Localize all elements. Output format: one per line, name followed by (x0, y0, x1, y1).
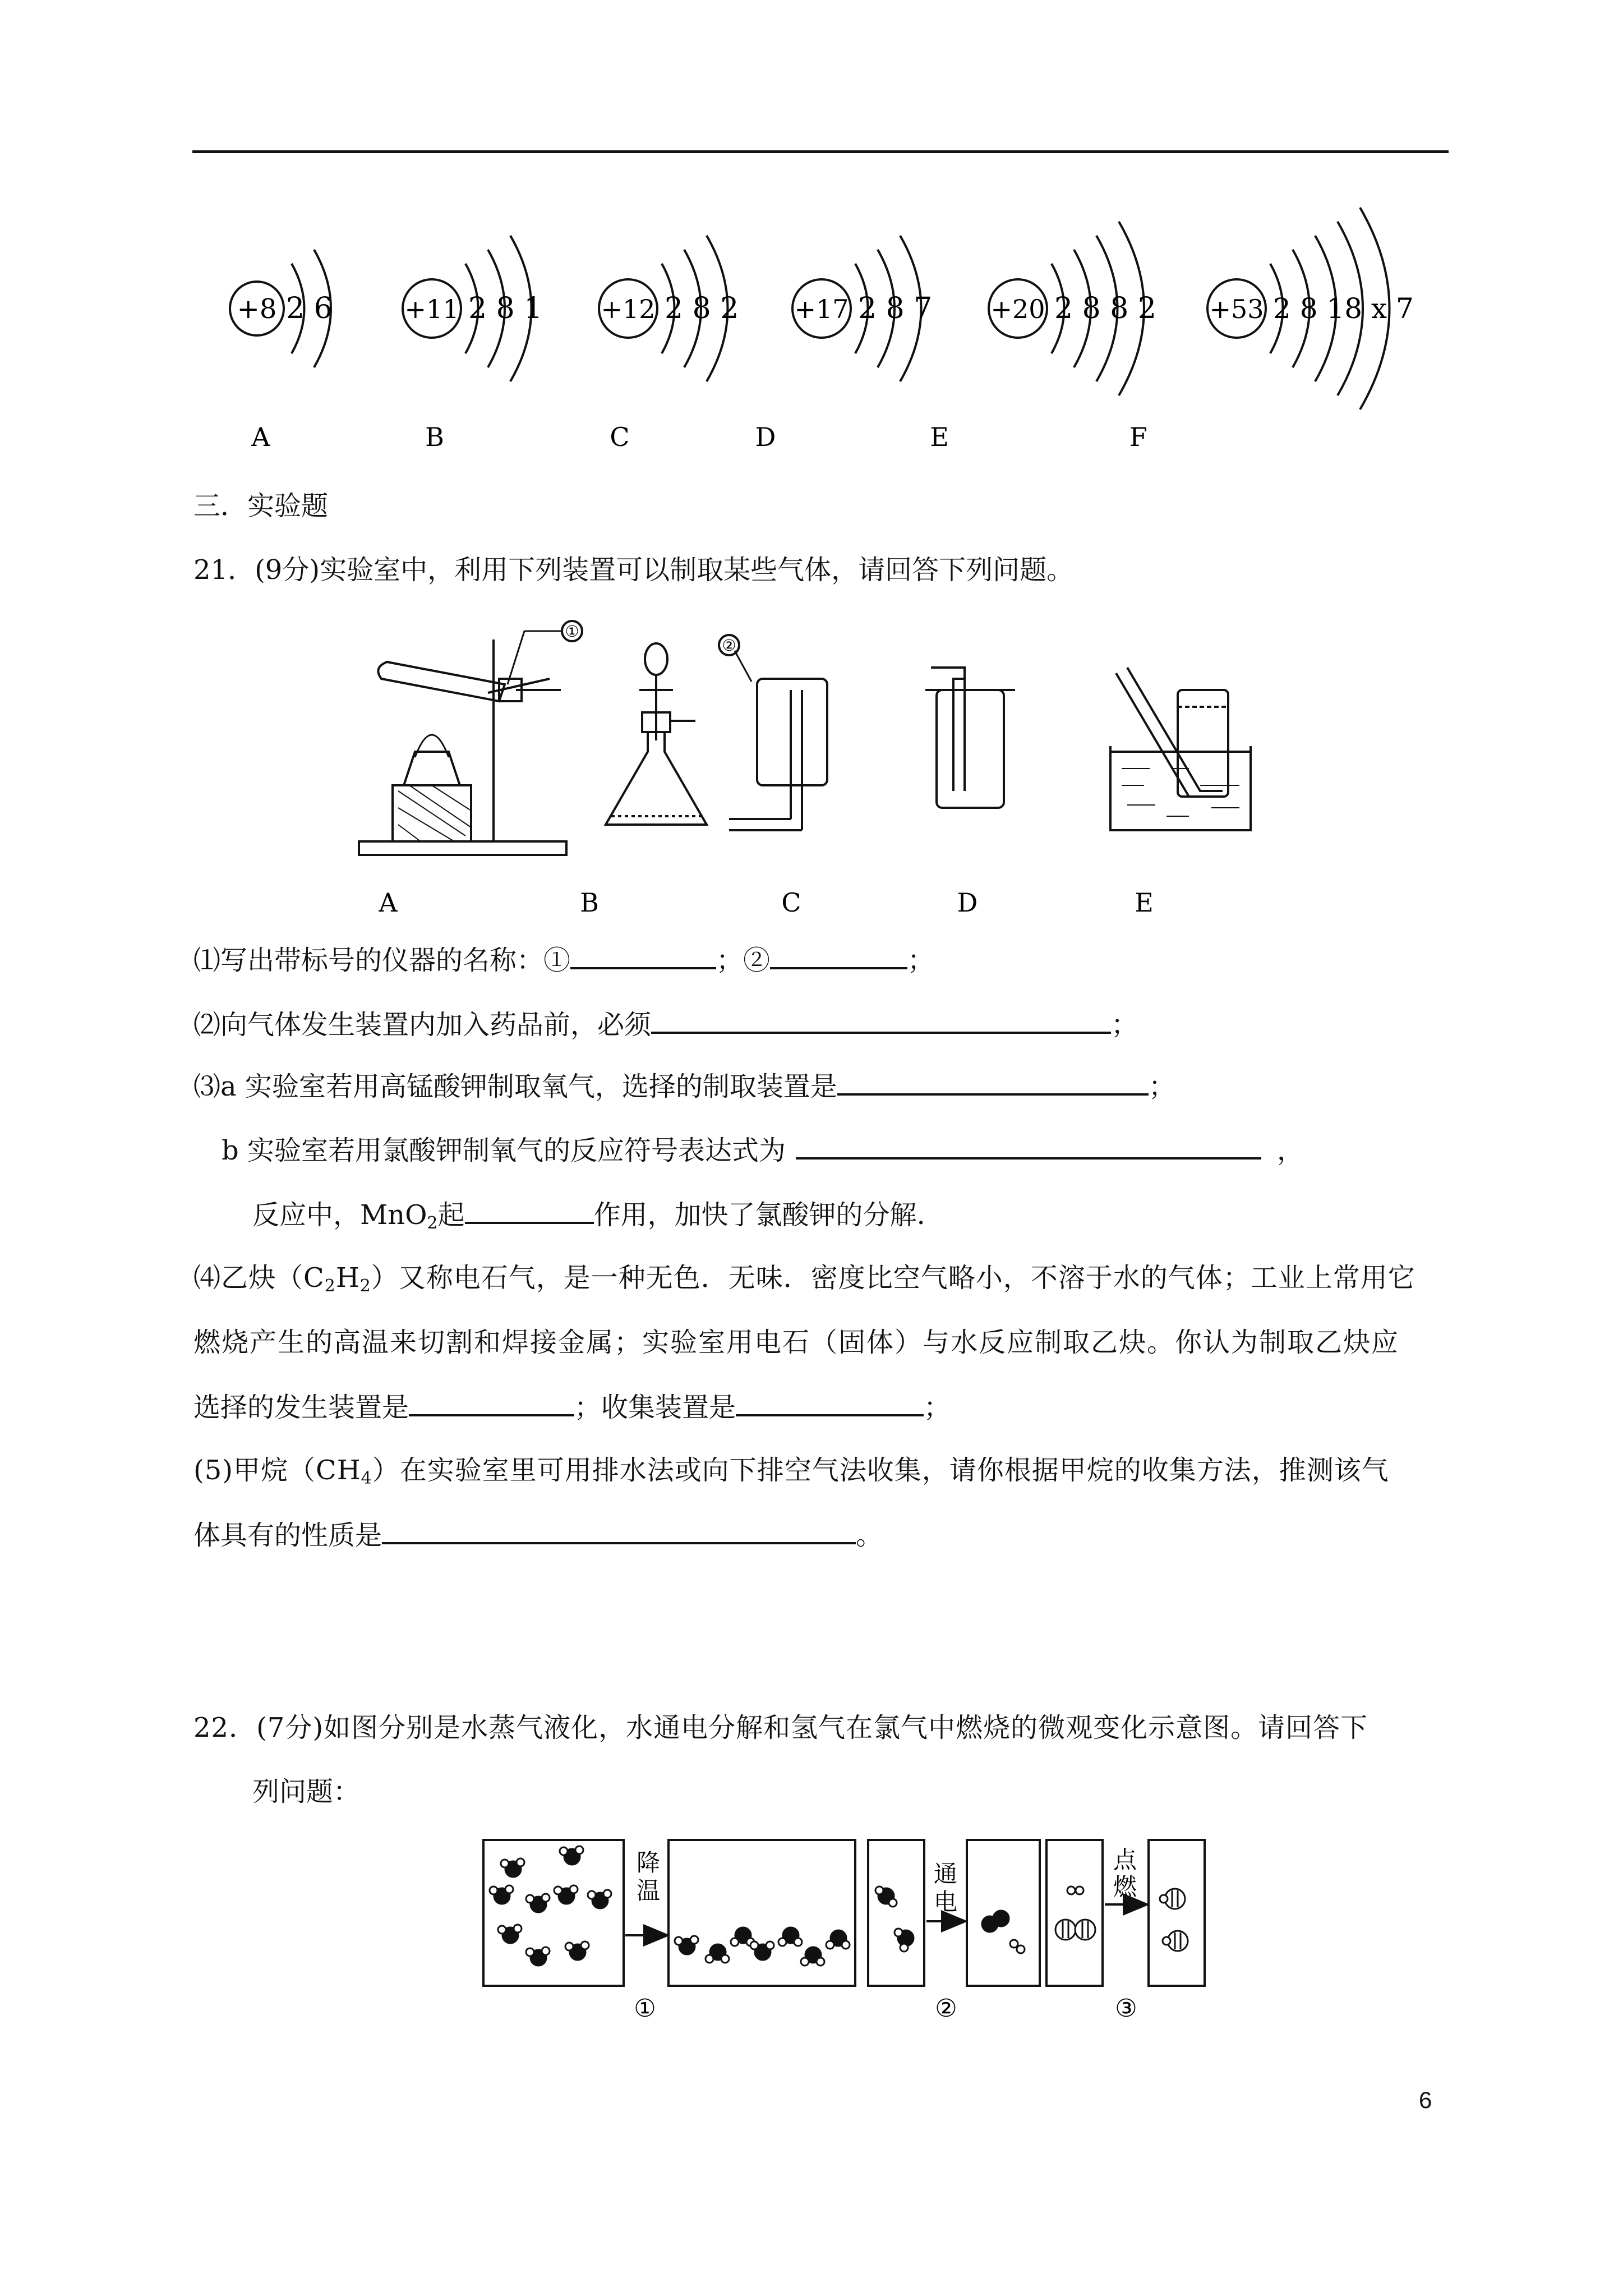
figure-label-2: ② (935, 1994, 957, 2023)
apparatus-d (925, 668, 1015, 808)
apparatus-b (606, 643, 707, 825)
mark-2: ② (722, 636, 736, 655)
svg-text:2 8 2: 2 8 2 (665, 292, 739, 325)
apparatus-label-e: E (1135, 887, 1154, 918)
water-molecules-liquid (675, 1927, 850, 1966)
svg-text:2 8 8 2: 2 8 8 2 (1054, 292, 1156, 325)
lab-apparatus-figure (348, 606, 1301, 920)
q22-stem-line1: 22．(7分)如图分别是水蒸气液化，水通电分解和氢气在氯气中燃烧的微观变化示意图。请回答下 (193, 1712, 1368, 1743)
atom-label-a: A (251, 422, 270, 452)
q21-part3a: ⑶a 实验室若用高锰酸钾制取氧气，选择的制取装置是 ； (193, 1068, 1175, 1105)
page-number: 6 (1419, 2087, 1432, 2113)
figure-label-3: ③ (1115, 1994, 1137, 2023)
q21-part3b: b 实验室若用氯酸钾制氧气的反应符号表达式为 ， (222, 1131, 1304, 1168)
answer-blank-4[interactable] (837, 1068, 1149, 1096)
atom-a (230, 250, 333, 367)
answer-blank-5[interactable] (796, 1131, 1261, 1159)
atom-b (403, 236, 542, 381)
apparatus-label-a: A (379, 887, 398, 918)
q21-part3c: 反应中，MnO$_2$起 作用，加快了氯酸钾的分解. (252, 1196, 925, 1241)
svg-text:2 6: 2 6 (286, 292, 333, 325)
answer-blank-9[interactable] (382, 1516, 856, 1544)
mark-1: ① (565, 622, 579, 641)
svg-text:+12: +12 (601, 294, 656, 324)
answer-blank-3[interactable] (651, 1006, 1111, 1034)
atom-label-b: B (425, 422, 444, 452)
q21-part1: ⑴写出带标号的仪器的名称：① ；② ； (193, 941, 934, 978)
q22-stem-line2: 列问题： (252, 1776, 361, 1807)
svg-text:2 8 18 x 7: 2 8 18 x 7 (1273, 292, 1414, 325)
arrow1-char1: 降 (637, 1849, 661, 1876)
atom-label-c: C (610, 422, 630, 452)
apparatus-c (719, 635, 827, 830)
svg-text:+53: +53 (1209, 294, 1264, 324)
atom-f (1207, 208, 1414, 409)
answer-blank-1[interactable] (570, 941, 716, 969)
q21-part2: ⑵向气体发生装置内加入药品前，必须 ； (193, 1006, 1138, 1043)
header-rule (192, 150, 1449, 153)
svg-text:+8: +8 (237, 293, 277, 325)
apparatus-label-b: B (580, 887, 599, 918)
atom-d (792, 236, 932, 381)
apparatus-e (1110, 668, 1251, 830)
section-title: 三．实验题 (193, 490, 329, 522)
water-molecules-gas (490, 1846, 611, 1966)
micro-change-figure (477, 1834, 1223, 2025)
q21-part5-line1: (5)甲烷$(CH_4)$在实验室里可用排水法或向下排空气法收集，请你根据甲烷的收集方法，推测该气 (193, 1455, 1389, 1488)
arrow2-char1: 通 (934, 1860, 958, 1888)
atom-label-d: D (755, 422, 776, 452)
answer-blank-8[interactable] (736, 1388, 924, 1416)
atom-label-e: E (930, 422, 949, 452)
atom-diagrams (213, 202, 1458, 471)
apparatus-label-d: D (957, 887, 978, 918)
svg-text:2 8 7: 2 8 7 (858, 292, 933, 325)
arrow2-char2: 电 (934, 1888, 958, 1916)
arrow1-char2: 温 (637, 1877, 661, 1904)
figure-label-1: ① (634, 1994, 656, 2023)
q21-stem: 21．(9分)实验室中，利用下列装置可以制取某些气体，请回答下列问题。 (193, 554, 1074, 586)
q21-part4-line1: ⑷乙炔$(C_2H_2)$又称电石气，是一种无色．无味．密度比空气略小，不溶于水的气体；工业上常用它 (193, 1262, 1415, 1296)
q21-part4-line2: 燃烧产生的高温来切割和焊接金属；实验室用电石（固体）与水反应制取乙炔。你认为制取乙炔应 (193, 1327, 1400, 1358)
atom-c (599, 236, 739, 381)
svg-text:+11: +11 (404, 294, 459, 324)
atom-label-f: F (1129, 422, 1147, 452)
apparatus-a (359, 621, 582, 855)
answer-blank-2[interactable] (770, 941, 907, 969)
apparatus-label-c: C (781, 887, 801, 918)
svg-text:+20: +20 (990, 294, 1045, 324)
q21-part5-line2: 体具有的性质是 。 (193, 1516, 883, 1553)
atom-e (989, 222, 1156, 395)
svg-text:+17: +17 (794, 294, 849, 324)
arrow3-char1: 点 (1113, 1846, 1137, 1874)
arrow3-char2: 燃 (1113, 1873, 1137, 1901)
answer-blank-7[interactable] (409, 1388, 574, 1416)
svg-text:2 8 1: 2 8 1 (468, 292, 543, 325)
q21-part4-line3: 选择的发生装置是 ；收集装置是 ； (193, 1388, 951, 1425)
answer-blank-6[interactable] (465, 1196, 594, 1224)
